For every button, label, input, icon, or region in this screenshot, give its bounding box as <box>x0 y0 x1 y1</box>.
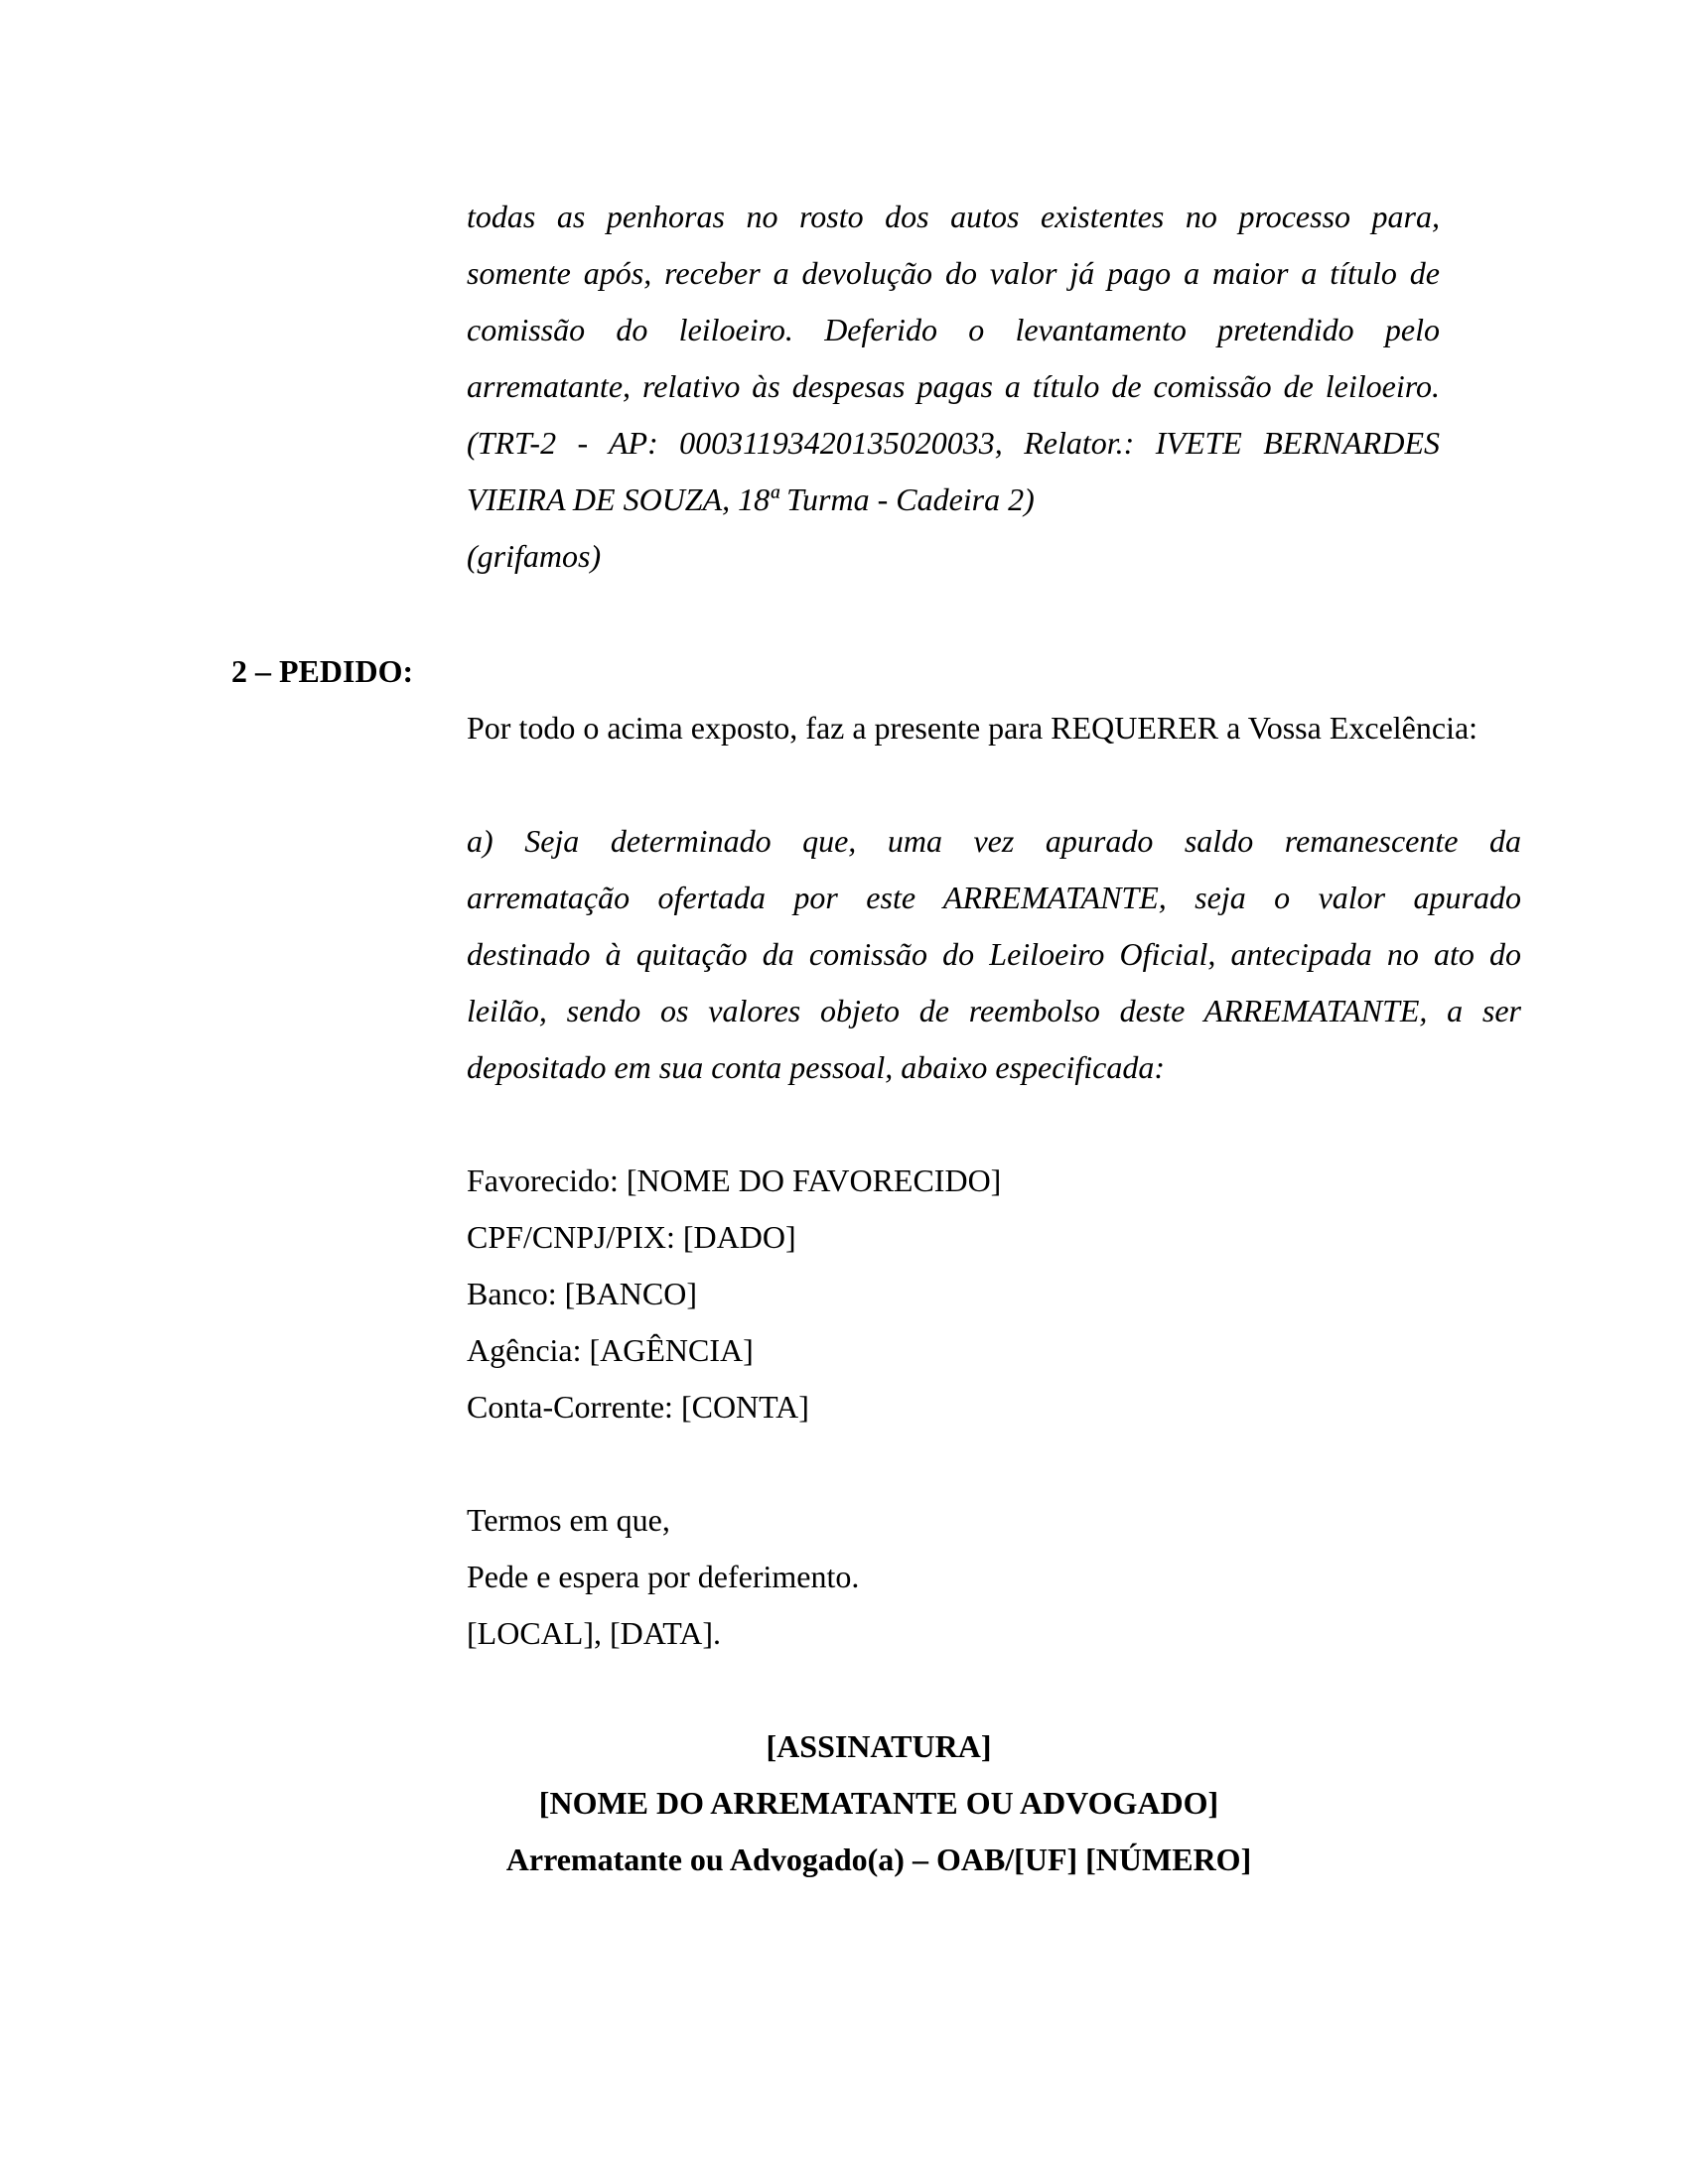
closing-line: Termos em que, <box>467 1502 670 1538</box>
item-a-line: leilão, sendo os valores objeto de reembolso deste ARREMATANTE, a ser <box>467 993 1521 1028</box>
quote-line: arrematante, relativo às despesas pagas a título de comissão de leiloeiro. <box>467 368 1440 404</box>
bank-details <box>467 1153 1001 1435</box>
item-a-line: depositado em sua conta pessoal, abaixo especificada: <box>467 1049 1165 1085</box>
jurisprudence-quote <box>467 189 1440 585</box>
account-line: Conta-Corrente: [CONTA] <box>467 1389 809 1425</box>
quote-emphasis-note: (grifamos) <box>467 538 602 574</box>
item-a-line: destinado à quitação da comissão do Leiloeiro Oficial, antecipada no ato do <box>467 936 1521 972</box>
signer-role: Arrematante ou Advogado(a) – OAB/[UF] [NÚMERO] <box>505 1842 1252 1877</box>
item-a-line: arrematação ofertada por este ARREMATANTE, seja o valor apurado <box>467 880 1521 915</box>
quote-line: VIEIRA DE SOUZA, 18ª Turma - Cadeira 2) <box>467 481 1035 517</box>
request-intro: Por todo o acima exposto, faz a presente para REQUERER a Vossa Excelência: <box>467 710 1478 746</box>
quote-line: (TRT-2 - AP: 00031193420135020033, Relator.: IVETE BERNARDES <box>467 425 1440 461</box>
bank-line: Banco: [BANCO] <box>467 1276 697 1311</box>
tax-id-line: CPF/CNPJ/PIX: [DADO] <box>467 1219 796 1255</box>
signer-name: [NOME DO ARREMATANTE OU ADVOGADO] <box>538 1785 1219 1821</box>
closing-block <box>467 1492 859 1662</box>
payee-line: Favorecido: [NOME DO FAVORECIDO] <box>467 1162 1002 1198</box>
quote-line: todas as penhoras no rosto dos autos existentes no processo para, <box>467 199 1440 234</box>
item-a-line: a) Seja determinado que, uma vez apurado saldo remanescente da <box>467 823 1521 859</box>
signature-block <box>0 1718 1688 1888</box>
signature-line: [ASSINATURA] <box>766 1728 992 1764</box>
place-date-line: [LOCAL], [DATA]. <box>467 1615 722 1651</box>
quote-line: somente após, receber a devolução do valor já pago a maior a título de <box>467 255 1440 291</box>
request-item-a <box>467 813 1521 1096</box>
branch-line: Agência: [AGÊNCIA] <box>467 1332 754 1368</box>
closing-line: Pede e espera por deferimento. <box>467 1559 860 1594</box>
quote-line: comissão do leiloeiro. Deferido o levantamento pretendido pelo <box>467 312 1440 347</box>
section-heading: 2 – PEDIDO: <box>231 653 414 689</box>
